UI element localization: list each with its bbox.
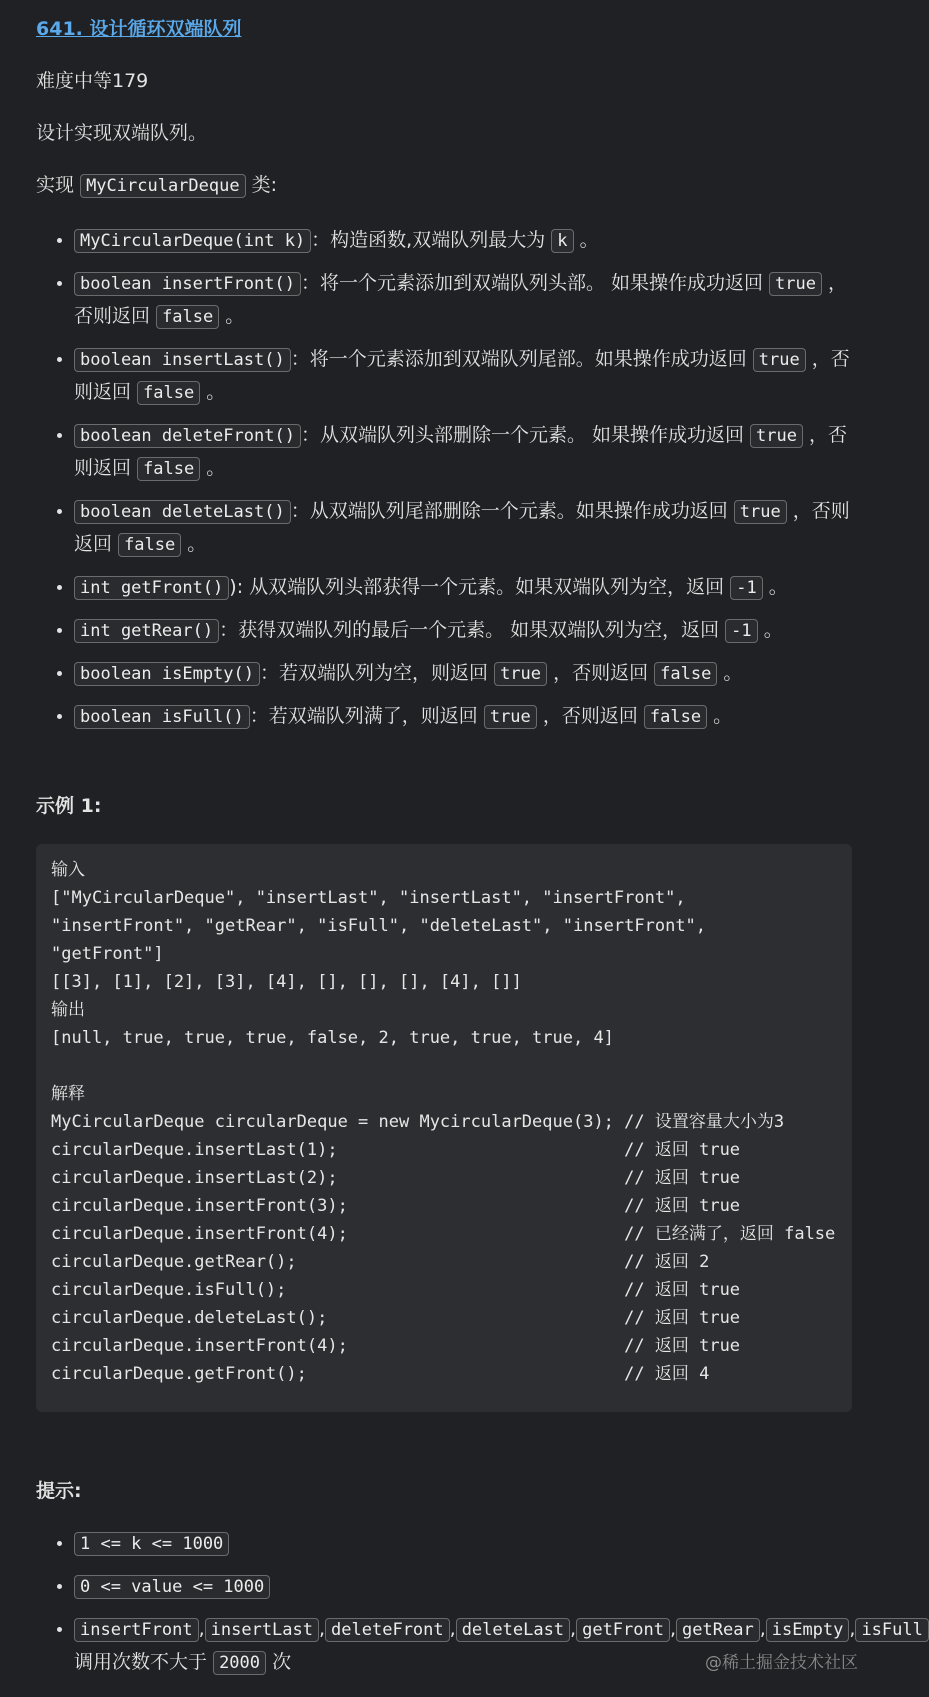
- hints-heading: 提示:: [36, 1480, 82, 1502]
- method-item: • boolean isFull() ：若双端队列满了，则返回 true ，否则返回 false 。: [74, 700, 852, 733]
- class-name-code: MyCircularDeque: [80, 174, 246, 198]
- method-item: • boolean deleteLast() ：从双端队列尾部删除一个元素。如果操作成功返回 true ，否则返回 false 。: [74, 495, 852, 561]
- method-item: • boolean insertLast() ：将一个元素添加到双端队列尾部。如果操作成功返回 true ，否则返回 false 。: [74, 343, 852, 409]
- hint-item: • insertFront , insertLast , deleteFront , deleteLast , getFront , getRear , isEmpty , isFull 调用次数不大于 2000 次: [74, 1613, 852, 1679]
- hint-item: • 0 <= value <= 1000: [74, 1570, 852, 1603]
- difficulty-text: 难度中等179: [36, 70, 149, 92]
- method-item: • MyCircularDeque(int k) ：构造函数,双端队列最大为 k 。: [74, 224, 852, 257]
- example-heading: 示例 1:: [36, 795, 102, 817]
- problem-title-link[interactable]: 641. 设计循环双端队列: [36, 18, 242, 40]
- problem-title: [36, 14, 852, 41]
- method-item: • int getFront() ): 从双端队列头部获得一个元素。如果双端队列为空，返回 -1 。: [74, 571, 852, 604]
- method-list: [36, 224, 852, 733]
- method-item: • boolean deleteFront() ：从双端队列头部删除一个元素。 如果操作成功返回 true ，否则返回 false 。: [74, 419, 852, 485]
- impl-line: 实现 MyCircularDeque 类:: [36, 174, 278, 196]
- method-item: • boolean isEmpty() ：若双端队列为空，则返回 true ，否则返回 false 。: [74, 657, 852, 690]
- watermark: @稀土掘金技术社区: [705, 1653, 858, 1673]
- hint-item: • 1 <= k <= 1000: [74, 1527, 852, 1560]
- intro-text: 设计实现双端队列。: [36, 122, 208, 144]
- example-code-block: 输入 ["MyCircularDeque", "insertLast", "insertLast", "insertFront", "insertFront", "getRear", "isFull", "deleteLast", "insertFront", "getFront"] [[3], [1], [2], [3], [4], [], [], [], [4], []] 输出 [null, true, true, true, false, 2, true, true, true, 4] 解释 MyCircularDeque circularDeque = new MycircularDeque(3); // 设置容量大小为3 circularDeque.insertLast(1); // 返回 true circularDeque.insertLast(2); // 返回 true circularDeque.insertFront(3); // 返回 true circularDeque.insertFront(4); // 已经满了，返回 false circularDeque.getRear(); // 返回 2 circularDeque.isFull(); // 返回 true circularDeque.deleteLast(); // 返回 true circularDeque.insertFront(4); // 返回 true circularDeque.getFront(); // 返回 4: [36, 844, 852, 1412]
- method-item: • boolean insertFront() ：将一个元素添加到双端队列头部。 如果操作成功返回 true ，否则返回 false 。: [74, 267, 852, 333]
- method-item: • int getRear() ：获得双端队列的最后一个元素。 如果双端队列为空，返回 -1 。: [74, 614, 852, 647]
